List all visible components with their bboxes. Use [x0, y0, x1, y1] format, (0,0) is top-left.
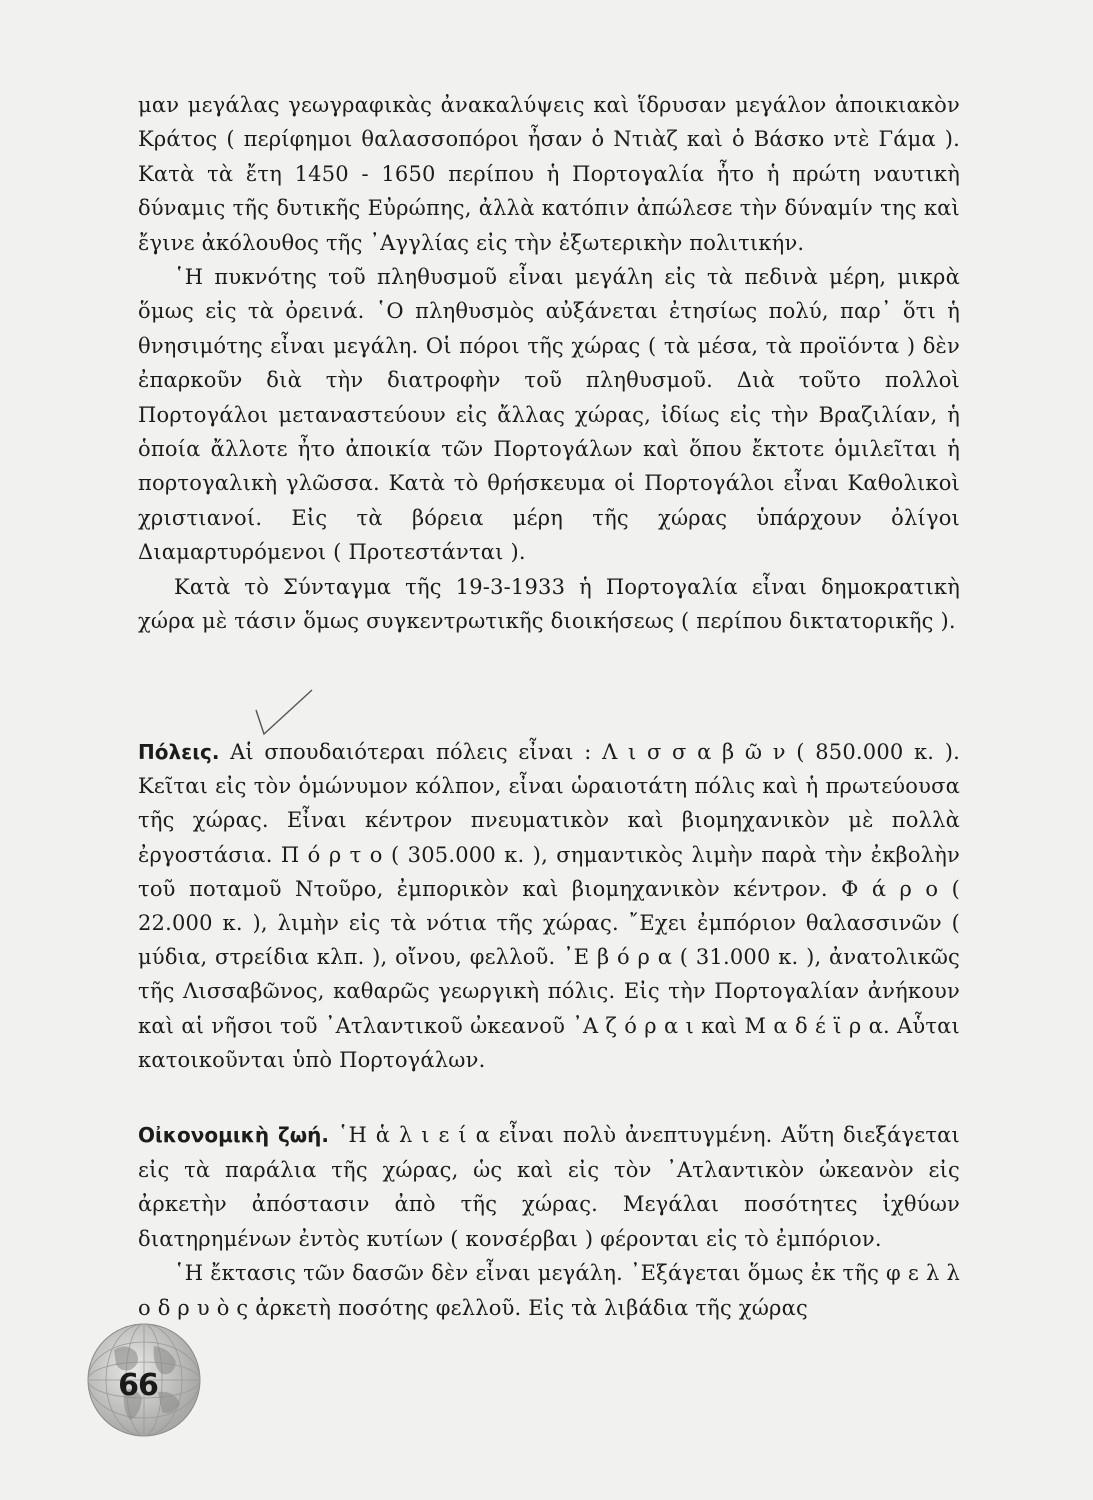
forests-paragraph: ῾Η ἔκτασις τῶν δασῶν δὲν εἶναι μεγάλη. ᾿Εξάγεται ὅμως ἐκ τῆς φ ε λ λ ο δ ρ υ ὸ ς ἀρκετὴ ποσότης φελλοῦ. Εἰς τὰ λιβάδια τῆς χώρας: [138, 1261, 960, 1320]
economy-heading: Οἰκονομικὴ ζωή.: [138, 1123, 329, 1147]
paragraph-history: μαν μεγάλας γεωγραφικὰς ἀνακαλύψεις καὶ ἵδρυσαν μεγάλον ἀποικιακὸν Κράτος ( περίφημοι θαλασσοπόροι ἦσαν ὁ Ντιὰζ καὶ ὁ Βάσκο ντὲ Γάμα ). Κατὰ τὰ ἔτη 1450 - 1650 περίπου ἡ Πορτογαλία ἦτο ἡ πρώτη ναυτικὴ δύναμις τῆς δυτικῆς Εὐρώπης, ἀλλὰ κατόπιν ἀπώλεσε τὴν δύναμίν της καὶ ἔγινε ἀκόλουθος τῆς ᾿Αγγλίας εἰς τὴν ἐξωτερικὴν πολιτικήν.: [138, 93, 960, 255]
paragraph-constitution: Κατὰ τὸ Σύνταγμα τῆς 19-3-1933 ἡ Πορτογαλία εἶναι δημοκρατικὴ χώρα μὲ τάσιν ὅμως συγκεντρωτικῆς διοικήσεως ( περίπου δικτατορικῆς ).: [138, 574, 960, 634]
intro-section: [138, 88, 960, 639]
economy-section: [138, 1118, 960, 1326]
cities-section: [138, 735, 960, 1077]
paragraph-population: ῾Η πυκνότης τοῦ πληθυσμοῦ εἶναι μεγάλη εἰς τὰ πεδινὰ μέρη, μικρὰ ὅμως εἰς τὰ ὀρεινά. ῾Ο πληθυσμὸς αὐξάνεται ἐτησίως πολύ, παρ᾽ ὅτι ἡ θνησιμότης εἶναι μεγάλη. Οἱ πόροι τῆς χώρας ( τὰ μέσα, τὰ προϊόντα ) δὲν ἐπαρκοῦν διὰ τὴν διατροφὴν τοῦ πληθυσμοῦ. Διὰ τοῦτο πολλοὶ Πορτογάλοι μεταναστεύουν εἰς ἄλλας χώρας, ἰδίως εἰς τὴν Βραζιλίαν, ἡ ὁποία ἄλλοτε ἦτο ἀποικία τῶν Πορτογάλων καὶ ὅπου ἔκτοτε ὁμιλεῖται ἡ πορτογαλικὴ γλῶσσα. Κατὰ τὸ θρήσκευμα οἱ Πορτογάλοι εἶναι Καθολικοὶ χριστιανοί. Εἰς τὰ βόρεια μέρη τῆς χώρας ὑπάρχουν ὀλίγοι Διαμαρτυρόμενοι ( Προτεστάνται ).: [138, 265, 960, 565]
page-number: 66: [118, 1368, 158, 1403]
economy-text: ῾Η ἁ λ ι ε ί α εἶναι πολὺ ἀνεπτυγμένη. Αὕτη διεξάγεται εἰς τὰ παράλια τῆς χώρας, ὡς καὶ εἰς τὸν ᾿Ατλαντικὸν ὠκεανὸν εἰς ἀρκετὴν ἀπόστασιν ἀπὸ τῆς χώρας. Μεγάλαι ποσότητες ἰχθύων διατηρημένων ἐντὸς κυτίων ( κονσέρβαι ) φέρονται εἰς τὸ ἐμπόριον.: [138, 1123, 960, 1251]
economy-paragraph: [138, 1118, 960, 1256]
cities-heading: Πόλεις.: [138, 740, 220, 764]
cities-text: Αἱ σπουδαιότεραι πόλεις εἶναι : Λ ι σ σ α β ῶ ν ( 850.000 κ. ). Κεῖται εἰς τὸν ὁμώνυμον κόλπον, εἶναι ὡραιοτάτη πόλις καὶ ἡ πρωτεύουσα τῆς χώρας. Εἶναι κέντρον πνευματικὸν καὶ βιομηχανικὸν μὲ πολλὰ ἐργοστάσια. Π ό ρ τ ο ( 305.000 κ. ), σημαντικὸς λιμὴν παρὰ τὴν ἐκβολὴν τοῦ ποταμοῦ Ντοῦρο, ἐμπορικὸν καὶ βιομηχανικὸν κέντρον. Φ ά ρ ο ( 22.000 κ. ), λιμὴν εἰς τὰ νότια τῆς χώρας. ῎Εχει ἐμπόριον θαλασσινῶν ( μύδια, στρείδια κλπ. ), οἴνου, φελλοῦ. ᾿Ε β ό ρ α ( 31.000 κ. ), ἀνατολικῶς τῆς Λισσαβῶνος, καθαρῶς γεωργικὴ πόλις. Εἰς τὴν Πορτογαλίαν ἀνήκουν καὶ αἱ νῆσοι τοῦ ᾿Ατλαντικοῦ ὠκεανοῦ ᾿Α ζ ό ρ α ι καὶ Μ α δ έ ϊ ρ α. Αὗται κατοικοῦνται ὑπὸ Πορτογάλων.: [138, 740, 960, 1072]
handwritten-check-icon: [254, 688, 314, 738]
cities-paragraph: [138, 735, 960, 1077]
